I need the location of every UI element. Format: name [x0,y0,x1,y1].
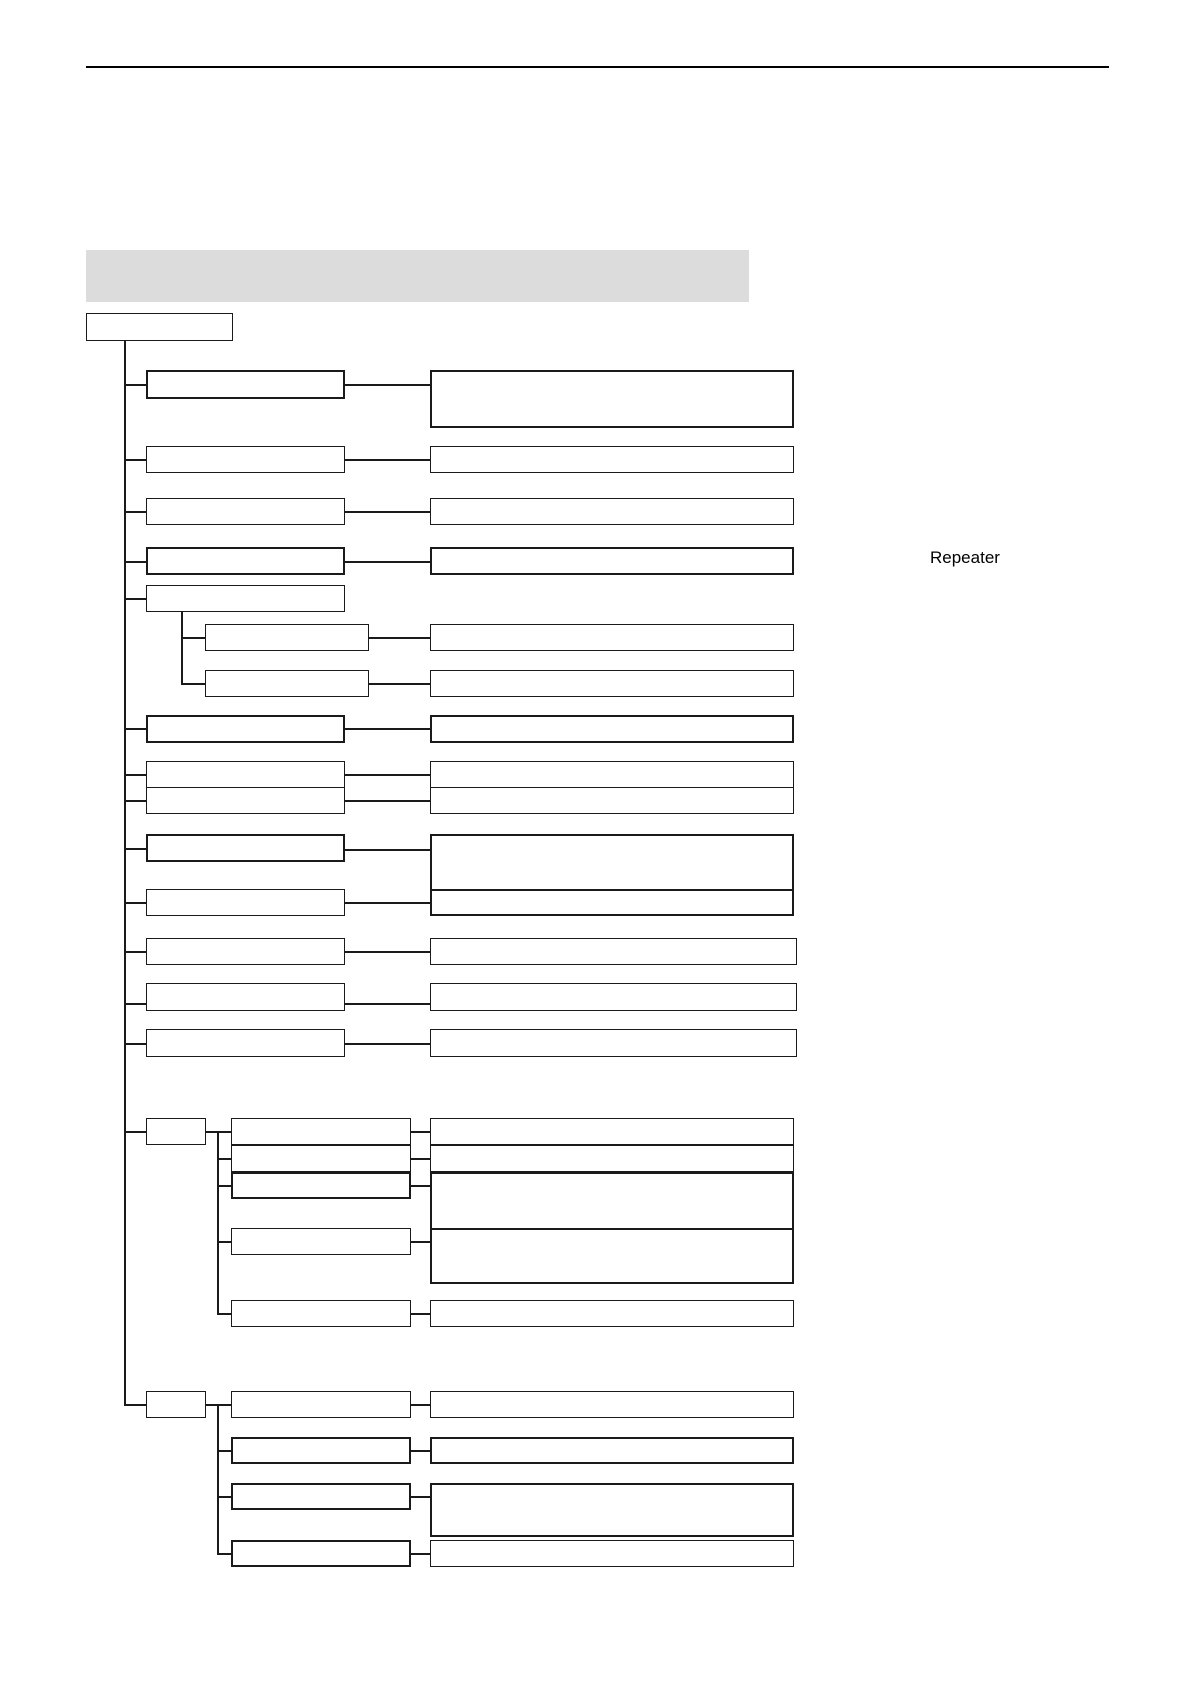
menu-node [146,1029,345,1057]
connector-line [411,1404,430,1406]
branch-line [217,1158,231,1160]
menu-node [146,761,345,788]
description-box [430,834,794,916]
root-node [86,313,233,341]
sub-menu-node [231,1228,411,1255]
description-divider [430,1228,794,1230]
menu-node [146,715,345,743]
connector-line [369,637,430,639]
connector-line [345,459,430,461]
menu-node [146,446,345,473]
connector-line [345,774,430,776]
sub-menu-node [231,1145,411,1172]
description-box [430,1391,794,1418]
description-box [430,1300,794,1327]
menu-node [146,834,345,862]
sub-menu-node [231,1437,411,1464]
branch-line [124,598,146,600]
menu-node [146,889,345,916]
branch-line [124,951,146,953]
connector-line [411,1131,430,1133]
branch-line [217,1241,231,1243]
branch-line [124,728,146,730]
group-trunk-line [217,1404,219,1553]
branch-line [124,848,146,850]
sub-menu-node [231,1391,411,1418]
branch-line [124,774,146,776]
branch-line [206,1404,231,1406]
menu-node [146,498,345,525]
menu-node [146,983,345,1011]
connector-line [411,1496,430,1498]
menu-node [146,370,345,399]
description-box [430,1540,794,1567]
branch-line [217,1553,231,1555]
branch-line [124,1404,146,1406]
description-box [430,624,794,651]
group-node [146,1391,206,1418]
branch-line [124,902,146,904]
connector-line [345,849,430,851]
branch-line [124,511,146,513]
connector-line [345,1003,430,1005]
branch-line [124,1043,146,1045]
connector-line [345,902,430,904]
description-box [430,715,794,743]
branch-line [124,1003,146,1005]
connector-line [411,1313,430,1315]
connector-line [345,1043,430,1045]
sub-trunk-line [181,612,183,683]
branch-line [217,1496,231,1498]
description-box [430,1437,794,1464]
sub-menu-node [231,1300,411,1327]
connector-line [345,561,430,563]
header-rule [86,66,1109,68]
description-box [430,1029,797,1057]
sub-menu-node [205,670,369,697]
connector-line [345,951,430,953]
connector-line [411,1158,430,1160]
sub-menu-node [231,1172,411,1199]
description-box [430,1145,794,1172]
connector-line [411,1450,430,1452]
main-trunk-line [124,341,126,1404]
branch-line [124,1131,146,1133]
group-node [146,1118,206,1145]
description-box [430,983,797,1011]
title-banner [86,250,749,302]
description-box [430,446,794,473]
sub-menu-node [231,1540,411,1567]
description-box [430,498,794,525]
branch-line [217,1185,231,1187]
connector-line [345,511,430,513]
branch-line [217,1131,231,1133]
branch-line [124,459,146,461]
branch-line [124,384,146,386]
connector-line [411,1241,430,1243]
repeater-note: Repeater [930,548,1000,567]
connector-line [345,800,430,802]
description-divider [430,889,794,891]
description-box [430,547,794,575]
branch-line [124,561,146,563]
branch-line [124,800,146,802]
sub-menu-node [231,1118,411,1145]
menu-node [146,547,345,575]
description-box [430,370,794,428]
connector-line [411,1553,430,1555]
description-box [430,938,797,965]
connector-line [345,384,430,386]
description-box [430,1483,794,1537]
menu-node [146,787,345,814]
branch-line [217,1450,231,1452]
branch-line [181,637,205,639]
menu-node [146,585,345,612]
branch-line [181,683,205,685]
sub-menu-node [231,1483,411,1510]
branch-line [217,1313,231,1315]
connector-line [369,683,430,685]
sub-menu-node [205,624,369,651]
description-box [430,670,794,697]
description-box [430,1118,794,1145]
connector-line [345,728,430,730]
menu-node [146,938,345,965]
connector-line [411,1185,430,1187]
description-box [430,761,794,788]
description-box [430,787,794,814]
